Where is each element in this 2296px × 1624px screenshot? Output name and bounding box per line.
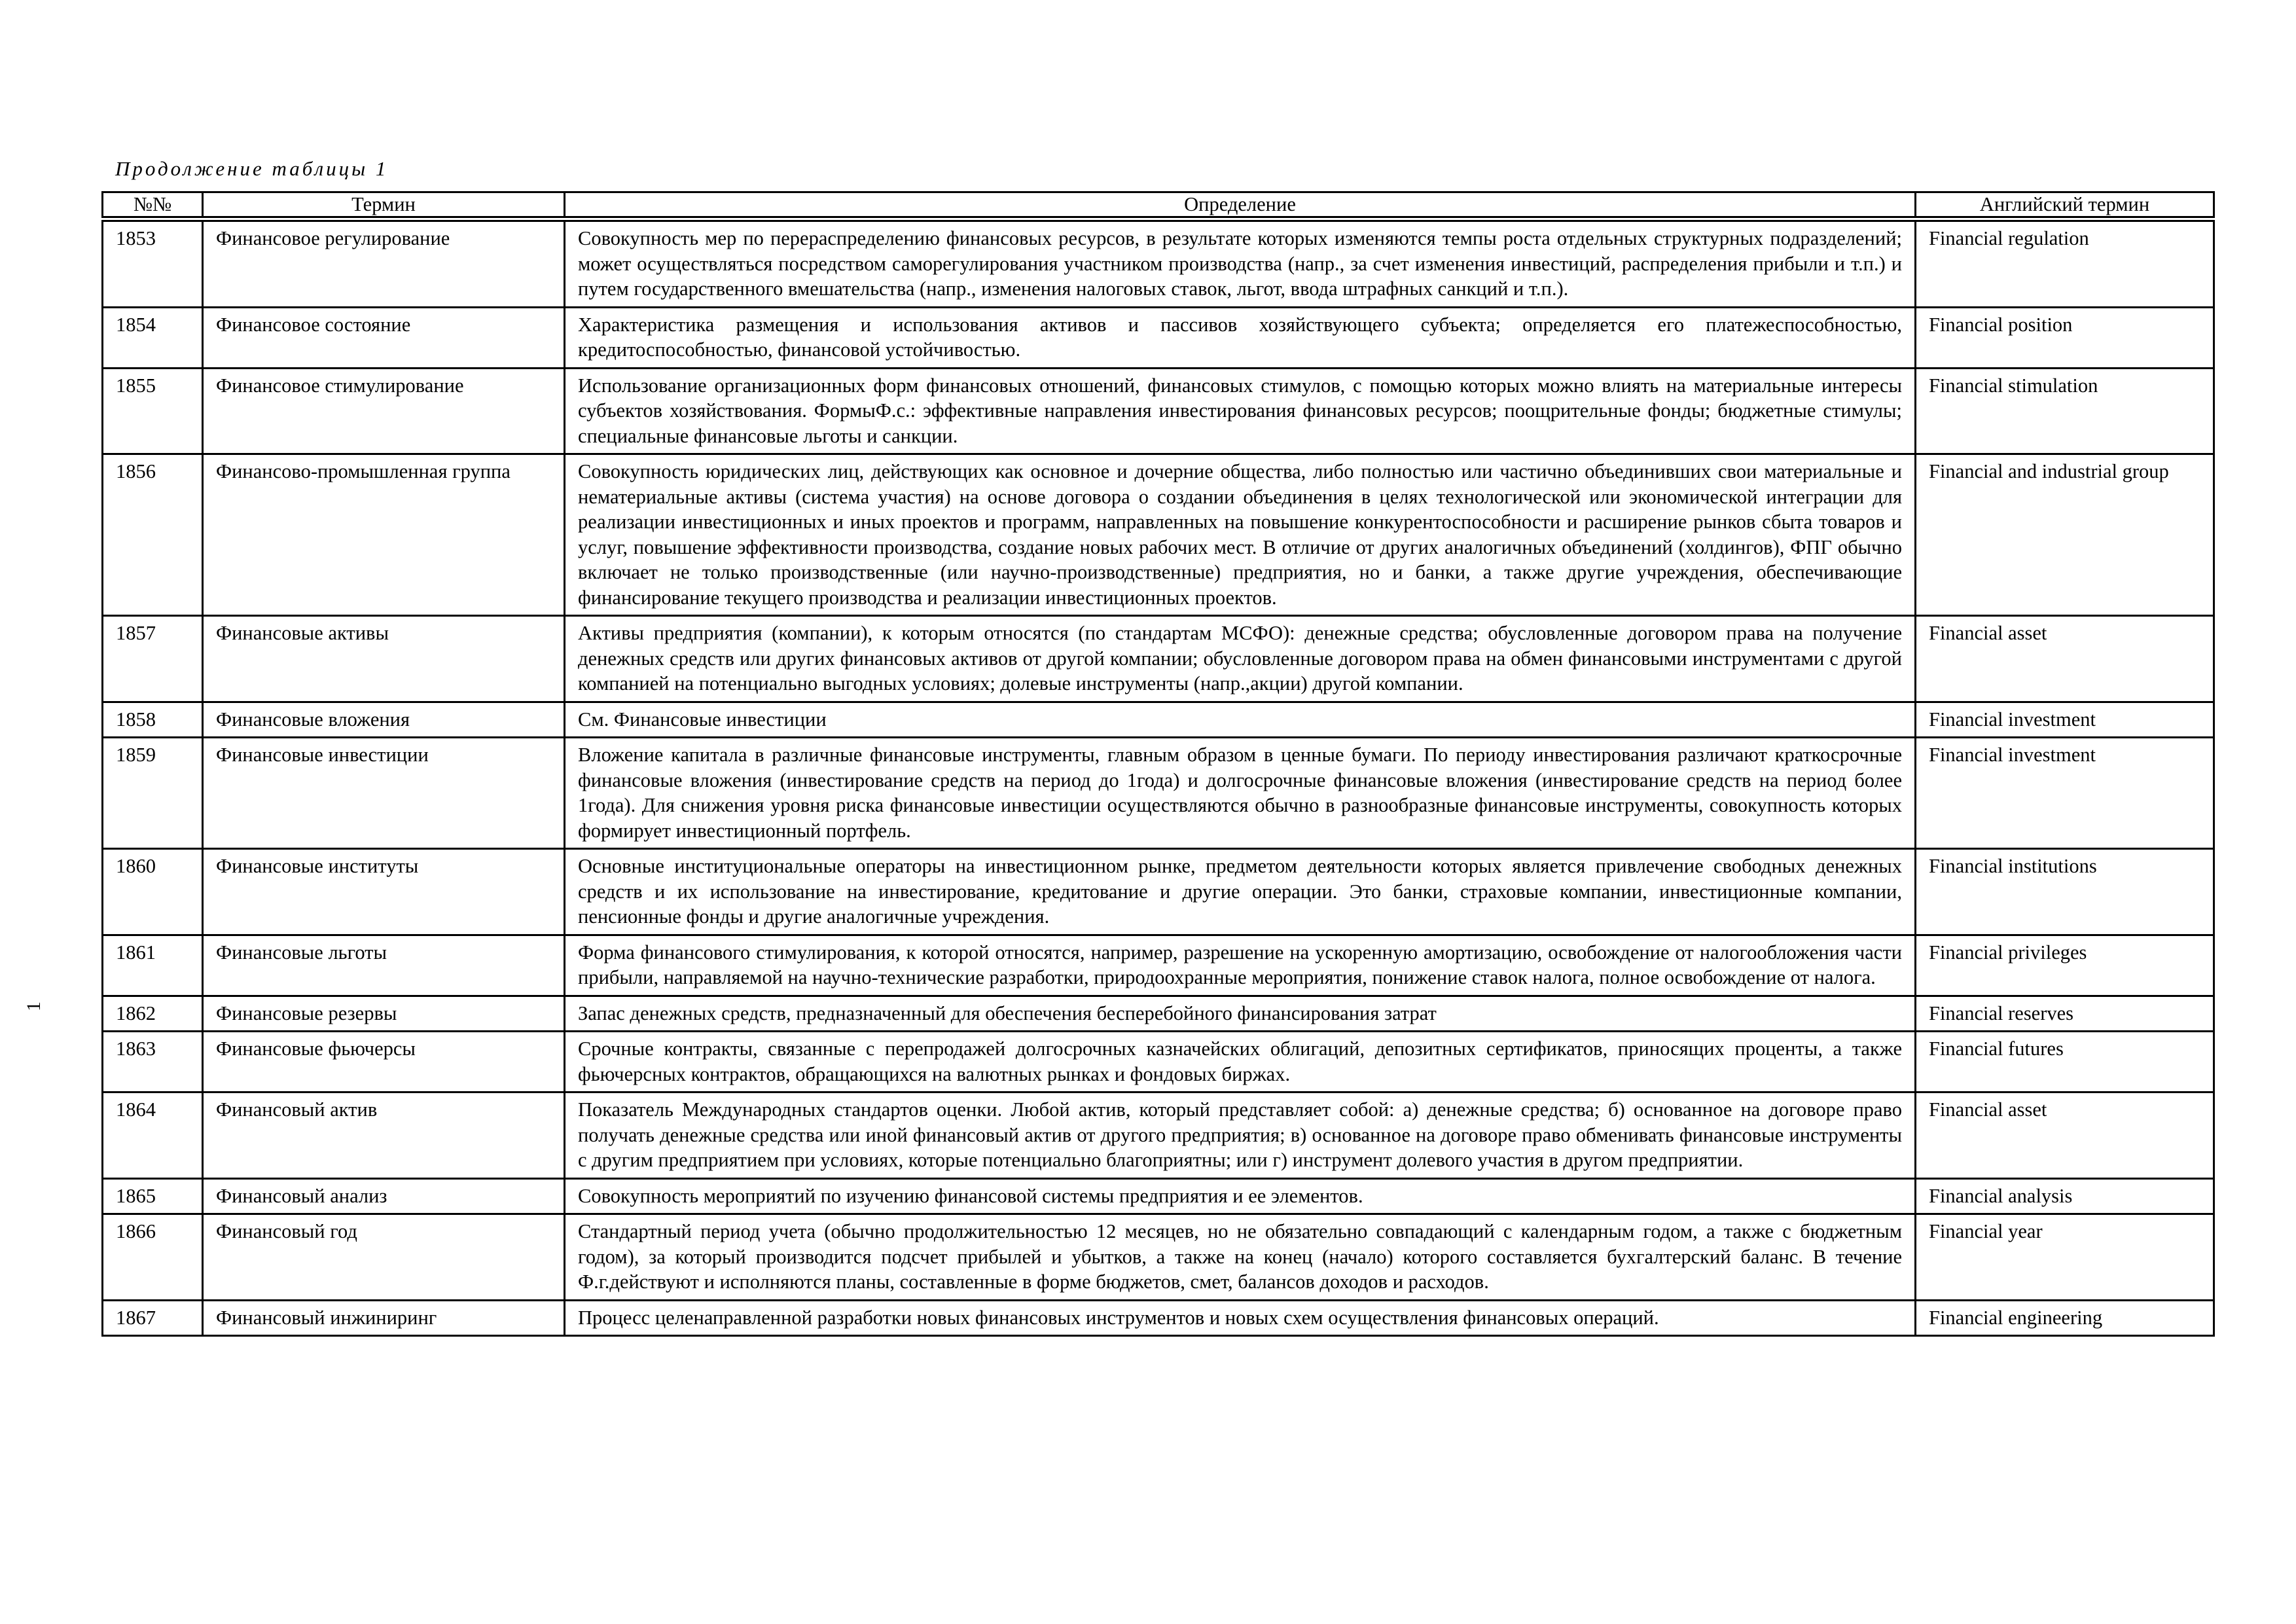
table-row (103, 1300, 2214, 1336)
table-row (103, 1214, 2214, 1301)
row-english-term: Financial analysis (1916, 1178, 2214, 1214)
row-definition: См. Финансовые инвестиции (565, 702, 1916, 738)
row-term: Финансовый анализ (203, 1178, 565, 1214)
row-number: 1855 (103, 368, 203, 454)
table-row (103, 368, 2214, 454)
glossary-table (101, 191, 2215, 1337)
row-definition: Срочные контракты, связанные с перепродажей долгосрочных казначейских облигаций, депозитных сертификатов, приносящих проценты, а также фьючерсных контрактов, обращающихся на валютных рынках и фондовых биржах. (565, 1032, 1916, 1092)
row-term: Финансово-промышленная группа (203, 454, 565, 616)
row-english-term: Financial institutions (1916, 849, 2214, 935)
row-number: 1858 (103, 702, 203, 738)
row-number: 1867 (103, 1300, 203, 1336)
table-row (103, 307, 2214, 368)
row-term: Финансовый инжиниринг (203, 1300, 565, 1336)
row-number: 1857 (103, 616, 203, 702)
header-english-term: Английский термин (1916, 192, 2214, 219)
header-definition: Определение (565, 192, 1916, 219)
table-row (103, 1092, 2214, 1179)
table-row (103, 1032, 2214, 1092)
row-definition: Форма финансового стимулирования, к которой относятся, например, разрешение на ускоренную амортизацию, освобождение от налогообложения части прибыли, направляемой на научно-технические разработки, природоохранные мероприятия, понижение ставок налога, полное освобождение от налога. (565, 935, 1916, 996)
row-term: Финансовый актив (203, 1092, 565, 1179)
row-number: 1856 (103, 454, 203, 616)
row-number: 1860 (103, 849, 203, 935)
row-english-term: Financial futures (1916, 1032, 2214, 1092)
row-term: Финансовое состояние (203, 307, 565, 368)
row-number: 1863 (103, 1032, 203, 1092)
header-term: Термин (203, 192, 565, 219)
table-row (103, 616, 2214, 702)
row-term: Финансовые льготы (203, 935, 565, 996)
row-number: 1854 (103, 307, 203, 368)
row-definition: Активы предприятия (компании), к которым относятся (по стандартам МСФО): денежные средства; обусловленные договором права на получение денежных средств или других финансовых активов от другой компании; обусловленные договором права на обмен финансовыми инструментами с другой компанией на потенциально выгодных условиях; долевые инструменты (напр.,акции) другой компании. (565, 616, 1916, 702)
row-definition: Запас денежных средств, предназначенный для обеспечения бесперебойного финансирования затрат (565, 996, 1916, 1032)
row-english-term: Financial stimulation (1916, 368, 2214, 454)
row-english-term: Financial privileges (1916, 935, 2214, 996)
row-english-term: Financial investment (1916, 738, 2214, 849)
row-term: Финансовое стимулирование (203, 368, 565, 454)
table-row (103, 849, 2214, 935)
row-number: 1864 (103, 1092, 203, 1179)
table-row (103, 935, 2214, 996)
row-definition: Совокупность мероприятий по изучению финансовой системы предприятия и ее элементов. (565, 1178, 1916, 1214)
row-english-term: Financial investment (1916, 702, 2214, 738)
row-number: 1865 (103, 1178, 203, 1214)
row-number: 1853 (103, 219, 203, 308)
row-english-term: Financial position (1916, 307, 2214, 368)
row-definition: Использование организационных форм финансовых отношений, финансовых стимулов, с помощью которых можно влиять на материальные интересы субъектов хозяйствования. ФормыФ.с.: эффективные направления инвестирования финансовых ресурсов; поощрительные фонды; бюджетные стимулы; специальные финансовые льготы и санкции. (565, 368, 1916, 454)
row-number: 1862 (103, 996, 203, 1032)
table-caption: Продолжение таблицы 1 (115, 157, 389, 180)
row-definition: Совокупность юридических лиц, действующих как основное и дочерние общества, либо полностью или частично объединивших свои материальные и нематериальные активы (система участия) на основе договора о создании объединения в целях технологической или экономической интеграции для реализации инвестиционных и иных проектов и программ, направленных на повышение конкурентоспособности и расширение рынков сбыта товаров и услуг, повышение эффективности производства, создание новых рабочих мест. В отличие от других аналогичных объединений (холдингов), ФПГ обычно включает не только производственные (или научно-производственные) предприятия, но и банки, а также другие учреждения, обеспечивающие финансирование текущего производства и реализации инвестиционных проектов. (565, 454, 1916, 616)
table-row (103, 738, 2214, 849)
table-row (103, 454, 2214, 616)
row-definition: Характеристика размещения и использования активов и пассивов хозяйствующего субъекта; определяется его платежеспособностью, кредитоспособностью, финансовой устойчивостью. (565, 307, 1916, 368)
row-definition: Процесс целенаправленной разработки новых финансовых инструментов и новых схем осуществления финансовых операций. (565, 1300, 1916, 1336)
row-term: Финансовые резервы (203, 996, 565, 1032)
row-english-term: Financial regulation (1916, 219, 2214, 308)
row-term: Финансовые институты (203, 849, 565, 935)
row-english-term: Financial asset (1916, 1092, 2214, 1179)
table-header-row (103, 192, 2214, 219)
row-english-term: Financial reserves (1916, 996, 2214, 1032)
row-definition: Показатель Международных стандартов оценки. Любой актив, который представляет собой: а) денежные средства; б) основанное на договоре право получать денежные средства или иной финансовый актив от другого предприятия; в) основанное на договоре право обменивать финансовые инструменты с другим предприятием при условиях, которые потенциально благоприятны; или г) инструмент долевого участия в другом предприятии. (565, 1092, 1916, 1179)
row-term: Финансовые инвестиции (203, 738, 565, 849)
row-term: Финансовые фьючерсы (203, 1032, 565, 1092)
margin-page-mark: 1 (23, 1001, 45, 1011)
row-number: 1859 (103, 738, 203, 849)
row-number: 1861 (103, 935, 203, 996)
row-term: Финансовый год (203, 1214, 565, 1301)
row-number: 1866 (103, 1214, 203, 1301)
row-definition: Стандартный период учета (обычно продолжительностью 12 месяцев, но не обязательно совпадающий с календарным годом, а также с бюджетным годом), за который производится подсчет прибылей и убытков, а также на конец (начало) которого составляется бухгалтерский баланс. В течение Ф.г.действуют и исполняются планы, составленные в форме бюджетов, смет, балансов доходов и расходов. (565, 1214, 1916, 1301)
table-body (103, 219, 2214, 1336)
row-english-term: Financial and industrial group (1916, 454, 2214, 616)
table-row (103, 702, 2214, 738)
table-row (103, 219, 2214, 308)
row-english-term: Financial engineering (1916, 1300, 2214, 1336)
row-english-term: Financial year (1916, 1214, 2214, 1301)
header-number: №№ (103, 192, 203, 219)
row-english-term: Financial asset (1916, 616, 2214, 702)
table-row (103, 996, 2214, 1032)
row-term: Финансовое регулирование (203, 219, 565, 308)
row-definition: Совокупность мер по перераспределению финансовых ресурсов, в результате которых изменяются темпы роста отдельных структурных подразделений; может осуществляться посредством саморегулирования участником производства (напр., за счет изменения инвестиций, распределения прибыли и т.п.) и путем государственного вмешательства (напр., изменения налоговых ставок, льгот, ввода штрафных санкций и т.п.). (565, 219, 1916, 308)
row-definition: Вложение капитала в различные финансовые инструменты, главным образом в ценные бумаги. По периоду инвестирования различают краткосрочные финансовые вложения (инвестирование средств на период до 1года) и долгосрочные финансовые вложения (инвестирование средств на период более 1года). Для снижения уровня риска финансовые инвестиции осуществляются обычно в разнообразные финансовые инструменты, совокупность которых формирует инвестиционный портфель. (565, 738, 1916, 849)
row-term: Финансовые активы (203, 616, 565, 702)
row-definition: Основные институциональные операторы на инвестиционном рынке, предметом деятельности которых является привлечение свободных денежных средств и их использование на инвестирование, кредитование и другие операции. Это банки, страховые компании, инвестиционные компании, пенсионные фонды и другие аналогичные учреждения. (565, 849, 1916, 935)
row-term: Финансовые вложения (203, 702, 565, 738)
table-row (103, 1178, 2214, 1214)
